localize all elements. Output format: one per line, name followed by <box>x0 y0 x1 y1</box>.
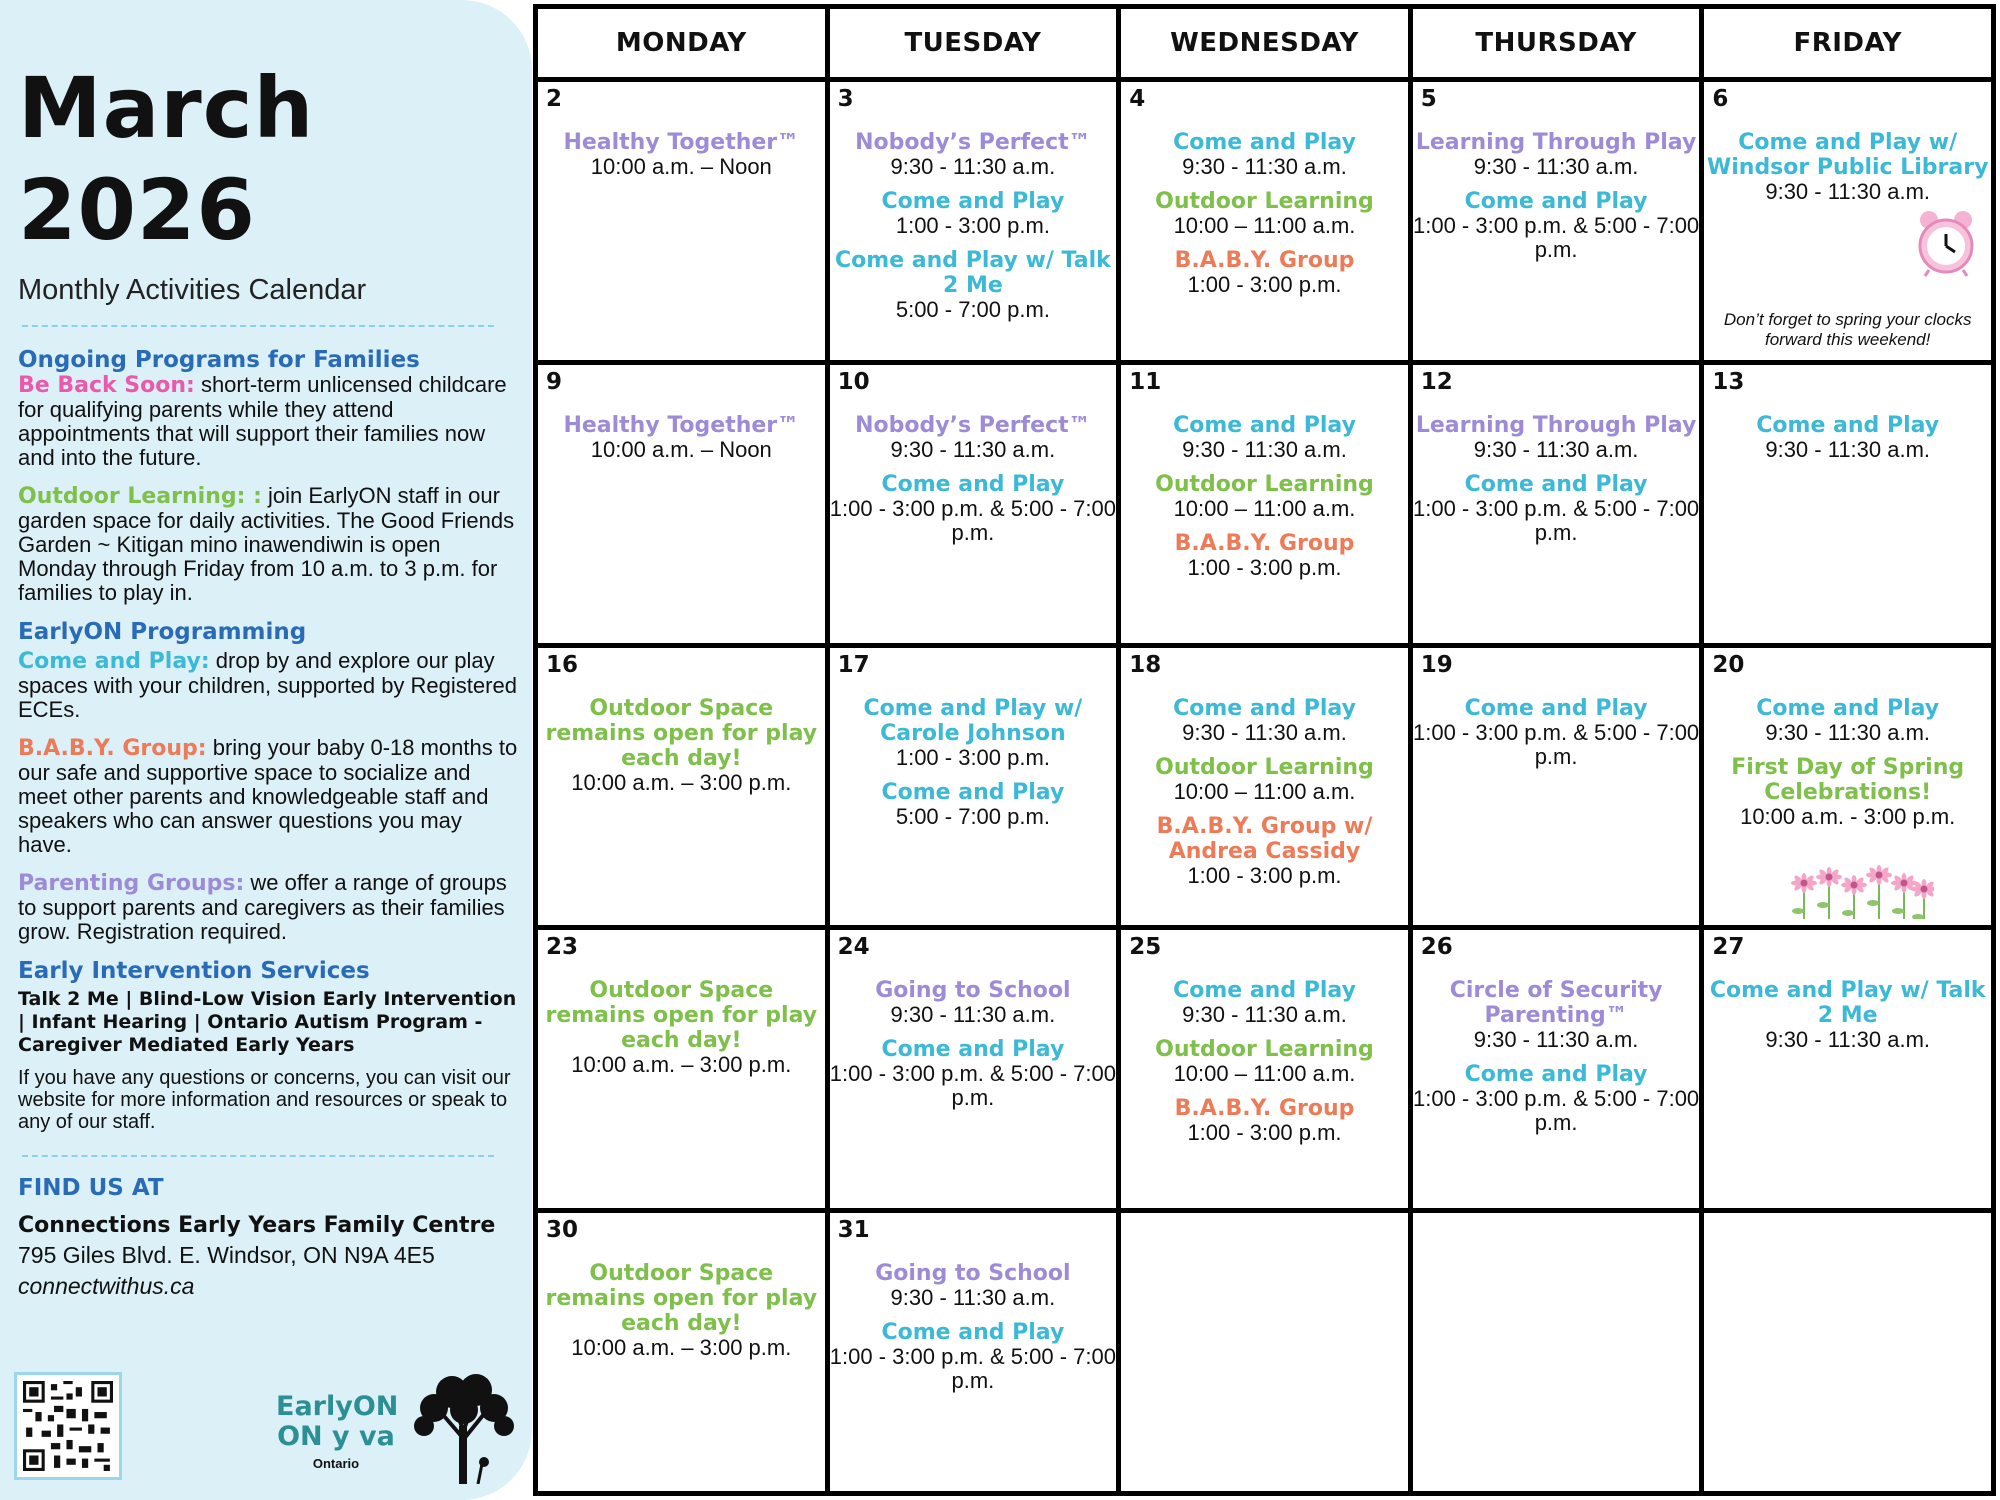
early-intervention-heading: Early Intervention Services <box>18 958 370 984</box>
calendar-day-19 <box>1413 648 1700 926</box>
find-us-heading: FIND US AT <box>18 1175 164 1201</box>
calendar-event <box>1704 696 1991 745</box>
event-name: Come and Play w/ Windsor Public Library <box>1706 130 1989 180</box>
event-time: 9:30 - 11:30 a.m. <box>1473 436 1639 462</box>
calendar-event <box>1121 531 1408 580</box>
calendar-day-13 <box>1704 365 1991 643</box>
day-number: 17 <box>837 651 870 678</box>
event-name: Outdoor Space remains open for play each day! <box>545 695 818 771</box>
calendar-event <box>830 696 1117 770</box>
event-time: 10:00 a.m. – 3:00 p.m. <box>571 1335 792 1361</box>
event-time: 10:00 – 11:00 a.m. <box>1173 495 1356 521</box>
baby-group-text: bring your baby 0-18 months to our safe and supportive space to socialize and meet other parents and knowledgeable staff and speakers who can answer questions you may have. <box>18 735 518 857</box>
earlyon-logo <box>276 1391 399 1471</box>
day-number: 23 <box>546 934 579 961</box>
event-time: 10:00 – 11:00 a.m. <box>1173 213 1356 238</box>
calendar-event <box>1413 696 1700 769</box>
calendar-day-10 <box>830 365 1117 643</box>
event-name: Learning Through Play <box>1415 130 1697 155</box>
divider <box>22 325 494 327</box>
outdoor-learning-text: join EarlyON staff in our garden space for daily activities. The Good Friends Garden ~ Kitigan mino inawendiwin is open Monday through Friday from 10 a.m. to 3 p.m. for families to play in. <box>18 483 515 605</box>
event-name: Come and Play <box>1464 695 1648 721</box>
earlyon-logo-line2: ON y va <box>277 1421 395 1452</box>
event-name: Come and Play <box>881 471 1065 497</box>
event-name: Learning Through Play <box>1415 412 1697 438</box>
event-name: Outdoor Space remains open for play each day! <box>545 978 818 1054</box>
event-list <box>1121 978 1408 1155</box>
calendar-event <box>830 780 1117 829</box>
year-title: 2026 <box>18 161 256 259</box>
calendar-day-26 <box>1413 930 1700 1208</box>
event-list <box>830 413 1117 555</box>
calendar-event <box>538 413 825 462</box>
event-time: 10:00 a.m. – 3:00 p.m. <box>571 1052 792 1078</box>
event-time: 1:00 - 3:00 p.m. <box>895 213 1050 238</box>
event-list <box>830 978 1117 1120</box>
parenting-groups-text: we offer a range of groups to support parents and caregivers as their families grow. Registration required. <box>18 870 507 944</box>
calendar-event <box>1704 755 1991 829</box>
calendar-day-9 <box>538 365 825 643</box>
event-name: Nobody’s Perfect™ <box>855 130 1091 155</box>
earlyon-programming-heading: EarlyON Programming <box>18 619 307 645</box>
event-list <box>1121 130 1408 307</box>
event-name: Healthy Together™ <box>563 412 800 438</box>
calendar-day-3 <box>830 82 1117 360</box>
event-name: Going to School <box>875 1261 1071 1287</box>
event-name: Outdoor Learning <box>1155 1037 1374 1063</box>
event-list <box>538 978 825 1087</box>
day-number: 24 <box>837 934 870 961</box>
event-name: B.A.B.Y. Group <box>1174 1096 1355 1122</box>
event-time: 1:00 - 3:00 p.m. <box>1187 862 1342 888</box>
event-name: Nobody’s Perfect™ <box>855 412 1091 438</box>
parenting-groups-label: Parenting Groups: <box>18 871 245 896</box>
day-number: 10 <box>837 368 870 395</box>
be-back-soon-description <box>18 373 518 470</box>
spring-flowers-icon <box>1784 863 1934 919</box>
calendar-event <box>1413 130 1700 179</box>
calendar-event <box>1121 696 1408 745</box>
centre-name: Connections Early Years Family Centre <box>18 1213 496 1238</box>
event-list <box>1413 130 1700 272</box>
event-time: 9:30 - 11:30 a.m. <box>1473 1027 1639 1053</box>
calendar-day-17 <box>830 648 1117 926</box>
event-time: 1:00 - 3:00 p.m. <box>1187 1120 1342 1146</box>
be-back-soon-text: short-term unlicensed childcare for qualifying parents while they attend appointments that will support their families now and into the future. <box>18 372 507 470</box>
day-header-wednesday: WEDNESDAY <box>1121 9 1408 77</box>
calendar-event <box>1121 978 1408 1027</box>
calendar-event <box>830 1320 1117 1393</box>
calendar-empty-cell <box>1121 1213 1408 1491</box>
event-name: Come and Play w/ Talk 2 Me <box>1709 978 1986 1029</box>
calendar-event <box>830 978 1117 1027</box>
event-name: Outdoor Learning <box>1155 471 1374 497</box>
calendar-event <box>830 189 1117 238</box>
calendar-event <box>1704 978 1991 1052</box>
event-list <box>538 1261 825 1370</box>
day-number: 27 <box>1712 934 1745 961</box>
event-name: Come and Play <box>1464 189 1648 214</box>
event-name: Come and Play w/ Carole Johnson <box>863 695 1083 746</box>
calendar-grid <box>533 4 1996 1496</box>
day-number: 30 <box>546 1217 579 1244</box>
calendar-day-2 <box>538 82 825 360</box>
event-name: Come and Play <box>881 189 1065 214</box>
event-time: 10:00 – 11:00 a.m. <box>1173 1061 1356 1087</box>
event-time: 1:00 - 3:00 p.m. <box>1187 554 1342 580</box>
day-header-friday: FRIDAY <box>1704 9 1991 77</box>
event-list <box>1413 413 1700 555</box>
event-time: 1:00 - 3:00 p.m. <box>1187 272 1342 297</box>
calendar-event <box>1121 1037 1408 1086</box>
event-name: B.A.B.Y. Group w/ Andrea Cassidy <box>1156 813 1373 864</box>
event-time: 10:00 – 11:00 a.m. <box>1173 778 1356 804</box>
event-name: Come and Play <box>881 1320 1065 1346</box>
calendar-day-20 <box>1704 648 1991 926</box>
calendar-event <box>830 413 1117 462</box>
event-name: Outdoor Learning <box>1155 754 1374 780</box>
be-back-soon-label: Be Back Soon: <box>18 373 195 398</box>
baby-group-description <box>18 736 518 857</box>
calendar-day-4 <box>1121 82 1408 360</box>
event-time: 1:00 - 3:00 p.m. & 5:00 - 7:00 p.m. <box>1413 1086 1700 1136</box>
event-time: 9:30 - 11:30 a.m. <box>1765 436 1931 462</box>
event-time: 1:00 - 3:00 p.m. & 5:00 - 7:00 p.m. <box>829 495 1116 545</box>
calendar-empty-cell <box>1704 1213 1991 1491</box>
event-name: Outdoor Learning <box>1155 189 1374 214</box>
event-time: 1:00 - 3:00 p.m. & 5:00 - 7:00 p.m. <box>1413 213 1700 262</box>
calendar-day-25 <box>1121 930 1408 1208</box>
event-list <box>830 696 1117 839</box>
event-time: 1:00 - 3:00 p.m. & 5:00 - 7:00 p.m. <box>1413 719 1700 769</box>
calendar-day-18 <box>1121 648 1408 926</box>
event-time: 10:00 a.m. – Noon <box>590 436 772 462</box>
calendar-event <box>1413 413 1700 462</box>
calendar-event <box>1121 814 1408 888</box>
month-title: March <box>18 59 315 157</box>
calendar-day-5 <box>1413 82 1700 360</box>
day-header-tuesday: TUESDAY <box>830 9 1117 77</box>
day-number: 3 <box>837 86 854 112</box>
day-number: 5 <box>1420 86 1437 112</box>
event-time: 9:30 - 11:30 a.m. <box>890 154 1056 179</box>
centre-address: 795 Giles Blvd. E. Windsor, ON N9A 4E5 <box>18 1242 435 1268</box>
event-name: Come and Play <box>1756 412 1940 438</box>
event-list <box>538 696 825 805</box>
event-list <box>830 1261 1117 1403</box>
event-time: 5:00 - 7:00 p.m. <box>895 803 1050 829</box>
tree-logo-icon <box>404 1368 522 1484</box>
day-number: 18 <box>1129 651 1162 678</box>
qr-code-icon[interactable] <box>14 1372 122 1480</box>
calendar-day-16 <box>538 648 825 926</box>
divider <box>22 1155 494 1157</box>
day-number: 26 <box>1420 934 1453 961</box>
day-number: 25 <box>1129 934 1162 961</box>
calendar-event <box>1413 189 1700 262</box>
event-time: 9:30 - 11:30 a.m. <box>1765 179 1931 204</box>
calendar-event <box>1121 472 1408 521</box>
website-link[interactable]: connectwithus.ca <box>18 1273 195 1299</box>
event-time: 9:30 - 11:30 a.m. <box>890 1285 1056 1311</box>
calendar-event <box>1704 130 1991 204</box>
day-header-monday: MONDAY <box>538 9 825 77</box>
calendar-event <box>1121 1096 1408 1145</box>
day-number: 6 <box>1712 86 1729 112</box>
ongoing-programs-heading: Ongoing Programs for Families <box>18 347 420 373</box>
event-name: Come and Play <box>1464 1062 1648 1088</box>
event-list <box>538 413 825 472</box>
event-name: Going to School <box>875 978 1071 1004</box>
earlyon-logo-line1: EarlyON <box>276 1391 399 1422</box>
event-time: 9:30 - 11:30 a.m. <box>1182 154 1347 179</box>
calendar-subtitle: Monthly Activities Calendar <box>18 274 367 306</box>
event-time: 5:00 - 7:00 p.m. <box>895 297 1050 322</box>
event-name: Come and Play <box>1173 695 1356 721</box>
day-header-thursday: THURSDAY <box>1413 9 1700 77</box>
event-time: 9:30 - 11:30 a.m. <box>890 436 1056 462</box>
day-number: 9 <box>546 368 563 395</box>
intervention-services-list: Talk 2 Me | Blind-Low Vision Early Intervention | Infant Hearing | Ontario Autism Program - Caregiver Mediated Early Years <box>18 988 517 1056</box>
event-time: 1:00 - 3:00 p.m. & 5:00 - 7:00 p.m. <box>829 1344 1116 1394</box>
day-number: 31 <box>837 1217 870 1244</box>
day-number: 13 <box>1712 368 1745 395</box>
day-number: 19 <box>1420 651 1453 678</box>
event-name: B.A.B.Y. Group <box>1174 530 1355 556</box>
come-and-play-label: Come and Play: <box>18 649 210 674</box>
calendar-day-24 <box>830 930 1117 1208</box>
event-time: 10:00 a.m. – 3:00 p.m. <box>571 769 792 795</box>
event-time: 9:30 - 11:30 a.m. <box>1765 719 1931 745</box>
event-name: Come and Play <box>1464 471 1648 497</box>
event-time: 9:30 - 11:30 a.m. <box>890 1002 1056 1028</box>
come-and-play-description <box>18 649 518 722</box>
day-number: 11 <box>1129 368 1162 395</box>
day-number: 4 <box>1129 86 1146 112</box>
questions-text: If you have any questions or concerns, you can visit our website for more information and resources or speak to any of our staff. <box>18 1067 511 1133</box>
event-time: 9:30 - 11:30 a.m. <box>1182 1002 1347 1028</box>
event-name: First Day of Spring Celebrations! <box>1731 754 1965 805</box>
calendar-event <box>1413 472 1700 545</box>
calendar-event <box>1121 130 1408 179</box>
info-sidebar <box>0 0 532 1500</box>
event-name: B.A.B.Y. Group <box>1174 248 1355 273</box>
event-list <box>1704 978 1991 1062</box>
day-number: 20 <box>1712 651 1745 678</box>
alarm-clock-icon <box>1915 208 1977 278</box>
calendar-event <box>1121 189 1408 238</box>
event-name: Circle of Security Parenting™ <box>1449 978 1663 1029</box>
calendar-event <box>1413 978 1700 1052</box>
event-name: Come and Play <box>1173 978 1356 1004</box>
event-list <box>1704 130 1991 214</box>
calendar-day-31 <box>830 1213 1117 1491</box>
day-number: 16 <box>546 651 579 678</box>
calendar-event <box>1121 413 1408 462</box>
event-time: 9:30 - 11:30 a.m. <box>1182 719 1347 745</box>
outdoor-learning-label: Outdoor Learning: : <box>18 484 262 509</box>
event-time: 1:00 - 3:00 p.m. & 5:00 - 7:00 p.m. <box>1413 495 1700 545</box>
outdoor-learning-description <box>18 484 518 605</box>
calendar-event <box>1121 248 1408 297</box>
calendar-event <box>830 472 1117 545</box>
day-number: 2 <box>546 86 563 112</box>
event-list <box>1413 978 1700 1145</box>
event-list <box>538 130 825 189</box>
calendar-day-12 <box>1413 365 1700 643</box>
calendar-event <box>1121 755 1408 804</box>
calendar-day-6 <box>1704 82 1991 360</box>
calendar-event <box>538 696 825 795</box>
event-name: Come and Play <box>1173 412 1356 438</box>
event-list <box>1413 696 1700 779</box>
event-name: Come and Play <box>881 779 1065 805</box>
event-time: 9:30 - 11:30 a.m. <box>1473 154 1639 179</box>
event-list <box>1704 696 1991 839</box>
event-time: 10:00 a.m. – Noon <box>590 154 772 179</box>
event-list <box>1121 413 1408 590</box>
come-and-play-text: drop by and explore our play spaces with your children, supported by Registered ECEs. <box>18 648 517 722</box>
calendar-empty-cell <box>1413 1213 1700 1491</box>
calendar-event <box>830 1261 1117 1310</box>
event-list <box>1704 413 1991 472</box>
event-time: 9:30 - 11:30 a.m. <box>1182 436 1347 462</box>
event-list <box>830 130 1117 332</box>
calendar-day-27 <box>1704 930 1991 1208</box>
calendar-event <box>830 248 1117 322</box>
event-name: Come and Play <box>1756 695 1940 721</box>
daylight-saving-note: Don’t forget to spring your clocks forward this weekend! <box>1723 309 1972 349</box>
event-name: Healthy Together™ <box>563 130 800 155</box>
event-list <box>1121 696 1408 898</box>
event-name: Come and Play <box>881 1037 1065 1063</box>
calendar-day-11 <box>1121 365 1408 643</box>
calendar-event <box>1704 413 1991 462</box>
parenting-groups-description <box>18 871 518 944</box>
calendar-event <box>830 1037 1117 1110</box>
event-time: 1:00 - 3:00 p.m. & 5:00 - 7:00 p.m. <box>829 1061 1116 1111</box>
ontario-logo-text: Ontario <box>312 1456 360 1471</box>
baby-group-label: B.A.B.Y. Group: <box>18 736 207 761</box>
day-number: 12 <box>1420 368 1453 395</box>
event-name: Come and Play w/ Talk 2 Me <box>835 248 1111 298</box>
calendar-event <box>830 130 1117 179</box>
calendar-event <box>538 130 825 179</box>
calendar-event <box>538 978 825 1077</box>
event-name: Come and Play <box>1173 130 1356 155</box>
calendar-event <box>1413 1062 1700 1135</box>
event-time: 10:00 a.m. - 3:00 p.m. <box>1740 803 1956 829</box>
event-time: 1:00 - 3:00 p.m. <box>895 744 1050 770</box>
calendar-day-30 <box>538 1213 825 1491</box>
calendar-event <box>538 1261 825 1360</box>
calendar-day-23 <box>538 930 825 1208</box>
event-time: 9:30 - 11:30 a.m. <box>1765 1027 1931 1053</box>
event-name: Outdoor Space remains open for play each day! <box>545 1261 818 1337</box>
